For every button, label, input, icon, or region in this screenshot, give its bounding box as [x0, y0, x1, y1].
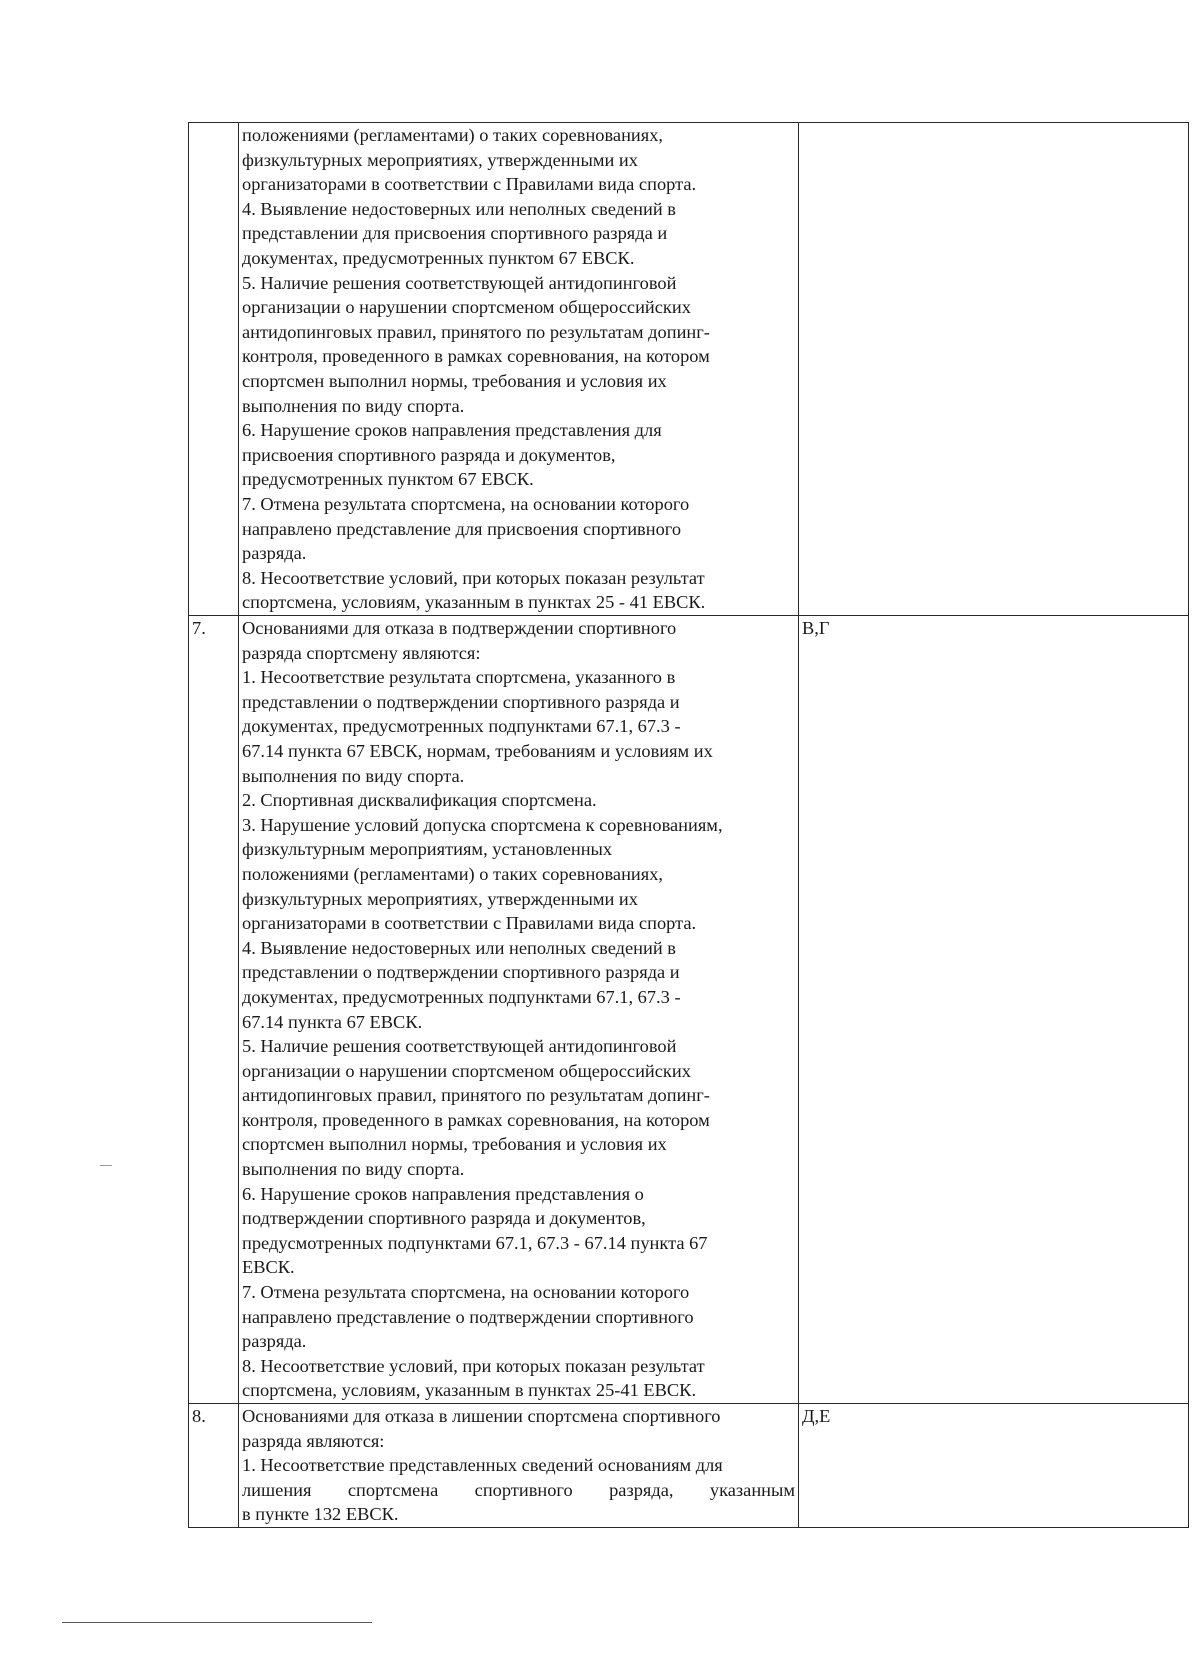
text-line: 4. Выявление недостоверных или неполных сведений в — [242, 198, 676, 219]
text-line: Основаниями для отказа в лишении спортсмена спортивного — [242, 1406, 721, 1426]
text-line: ЕВСК. — [242, 1257, 295, 1278]
text-line: организации о нарушении спортсменом общероссийских — [242, 1060, 691, 1081]
text-line: направлено представление для присвоения спортивного — [242, 518, 682, 539]
text-line: подтверждении спортивного разряда и документов, — [242, 1208, 646, 1229]
text-line: 4. Выявление недостоверных или неполных сведений в — [242, 937, 676, 958]
text-line: контроля, проведенного в рамках соревнования, на котором — [242, 346, 710, 367]
text-line: 7. Отмена результата спортсмена, на основании которого — [242, 493, 690, 514]
text-line: разряда спортсмену являются: — [242, 642, 481, 663]
text-line: Основаниями для отказа в подтверждении спортивного — [242, 618, 677, 638]
text-line: 5. Наличие решения соответствующей антидопинговой — [242, 272, 677, 293]
text-line: 3. Нарушение условий допуска спортсмена к соревнованиям, — [242, 814, 723, 835]
text-line: документах, предусмотренных подпунктами 67.1, 67.3 - — [242, 716, 681, 737]
text-line: 6. Нарушение сроков направления представления для — [242, 420, 662, 441]
text-line: разряда. — [242, 543, 307, 564]
text-line: спортсмена, условиям, указанным в пунктах 25 - 41 ЕВСК. — [242, 592, 706, 613]
text-line: организаторами в соответствии с Правилами вида спорта. — [242, 913, 697, 934]
text-line: в пункте 132 ЕВСК. — [242, 1504, 399, 1525]
text-line: документах, предусмотренных пунктом 67 ЕВСК. — [242, 247, 635, 268]
text-line: выполнения по виду спорта. — [242, 395, 465, 416]
text-line: лишения спортсмена спортивного разряда, указанным — [242, 1479, 795, 1500]
text-line: 1. Несоответствие результата спортсмена, указанного в — [242, 667, 676, 688]
text-line: документах, предусмотренных подпунктами 67.1, 67.3 - — [242, 986, 681, 1007]
text-line: 8. Несоответствие условий, при которых показан результат — [242, 1355, 705, 1376]
text-line: 8. Несоответствие условий, при которых показан результат — [242, 567, 705, 588]
row-number-cell — [189, 123, 239, 616]
text-line: разряда. — [242, 1331, 307, 1352]
text-line: 5. Наличие решения соответствующей антидопинговой — [242, 1036, 677, 1057]
text-line: физкультурных мероприятиях, утвержденными их — [242, 149, 638, 170]
text-line: присвоения спортивного разряда и документов, — [242, 444, 616, 465]
text-line: представлении о подтверждении спортивного разряда и — [242, 962, 680, 983]
text-line: положениями (регламентами) о таких соревнованиях, — [242, 125, 664, 145]
text-line: предусмотренных подпунктами 67.1, 67.3 - 67.14 пункта 67 — [242, 1232, 708, 1253]
text-line: направлено представление о подтверждении спортивного — [242, 1306, 694, 1327]
text-line: физкультурным мероприятиям, установленных — [242, 839, 613, 860]
text-line: антидопинговых правил, принятого по результатам допинг- — [242, 1085, 710, 1106]
text-line: 2. Спортивная дисквалификация спортсмена. — [242, 790, 597, 811]
text-line: предусмотренных пунктом 67 ЕВСК. — [242, 469, 534, 490]
text-line: положениями (регламентами) о таких соревнованиях, — [242, 863, 664, 884]
text-line: физкультурных мероприятиях, утвержденными их — [242, 888, 638, 909]
table-row — [189, 616, 1189, 1404]
row-code-cell: Д,Е — [799, 1404, 1189, 1528]
text-line: выполнения по виду спорта. — [242, 1159, 465, 1180]
text-line: 67.14 пункта 67 ЕВСК, нормам, требованиям и условиям их — [242, 740, 713, 761]
text-line: представлении о подтверждении спортивного разряда и — [242, 691, 680, 712]
document-table — [188, 122, 1189, 1528]
text-line: разряда являются: — [242, 1430, 385, 1451]
text-line: спортсмен выполнил нормы, требования и условия их — [242, 370, 667, 391]
text-line: организации о нарушении спортсменом общероссийских — [242, 297, 691, 318]
text-line: 7. Отмена результата спортсмена, на основании которого — [242, 1282, 690, 1303]
row-code-cell: В,Г — [799, 616, 1189, 1404]
text-line: выполнения по виду спорта. — [242, 765, 465, 786]
row-number-cell: 7. — [189, 616, 239, 1404]
text-line: 67.14 пункта 67 ЕВСК. — [242, 1011, 423, 1032]
text-line: организаторами в соответствии с Правилами вида спорта. — [242, 174, 697, 195]
row-code-cell — [799, 123, 1189, 616]
table-row — [189, 1404, 1189, 1528]
text-line: 6. Нарушение сроков направления представления о — [242, 1183, 644, 1204]
text-line: спортсмена, условиям, указанным в пунктах 25-41 ЕВСК. — [242, 1380, 697, 1401]
row-number-cell: 8. — [189, 1404, 239, 1528]
row-text-cell — [239, 123, 799, 616]
row-text-cell — [239, 616, 799, 1404]
table-row — [189, 123, 1189, 616]
footnote-rule — [62, 1622, 372, 1623]
text-line: 1. Несоответствие представленных сведений основаниям для — [242, 1455, 723, 1476]
text-line: антидопинговых правил, принятого по результатам допинг- — [242, 321, 710, 342]
text-line: представлении для присвоения спортивного разряда и — [242, 223, 668, 244]
scan-mark — [100, 1165, 112, 1166]
text-line: спортсмен выполнил нормы, требования и условия их — [242, 1134, 667, 1155]
row-text-cell — [239, 1404, 799, 1528]
text-line: контроля, проведенного в рамках соревнования, на котором — [242, 1109, 710, 1130]
